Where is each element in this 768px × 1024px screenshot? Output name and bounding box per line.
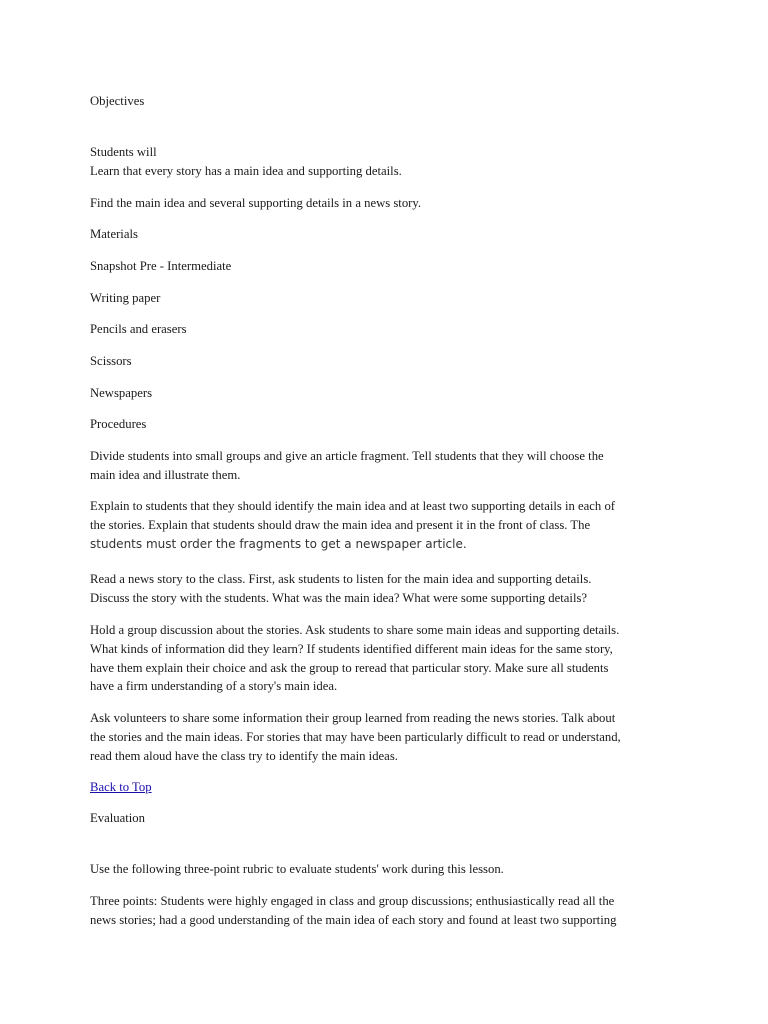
paragraph-line: Three points: Students were highly engaged in class and group discussions; enthusiastically read all the (90, 894, 615, 908)
paragraph-line: have them explain their choice and ask the group to reread that particular story. Make sure all students (90, 660, 609, 675)
objective-1: Learn that every story has a main idea and supporting details. (90, 164, 402, 178)
three-points-paragraph (90, 892, 680, 930)
paragraph-line: Divide students into small groups and give an article fragment. Tell students that they will choose the (90, 449, 604, 463)
paragraph-line: Read a news story to the class. First, ask students to listen for the main idea and supporting details. (90, 572, 592, 586)
paragraph-line: Discuss the story with the students. What was the main idea? What were some supporting details? (90, 590, 588, 605)
material-item: Writing paper (90, 291, 161, 305)
paragraph-line: the stories. Explain that students should draw the main idea and present it in the front of class. The (90, 517, 591, 532)
evaluation-heading: Evaluation (90, 811, 145, 825)
materials-heading: Materials (90, 227, 138, 241)
procedure-paragraph-5 (90, 709, 680, 765)
procedures-heading: Procedures (90, 417, 147, 431)
paragraph-line: students must order the fragments to get a newspaper article. (90, 536, 467, 551)
paragraph-line: have a firm understanding of a story's main idea. (90, 679, 338, 694)
material-item: Pencils and erasers (90, 322, 187, 336)
material-item: Newspapers (90, 386, 153, 400)
paragraph-line: read them aloud have the class try to identify the main ideas. (90, 748, 398, 763)
rubric-intro: Use the following three-point rubric to evaluate students' work during this lesson. (90, 862, 504, 876)
material-item: Scissors (90, 354, 132, 368)
objectives-heading: Objectives (90, 94, 145, 108)
paragraph-line: the stories and the main ideas. For stories that may have been particularly difficult to read or understand, (90, 729, 621, 744)
back-to-top-link[interactable]: Back to Top (90, 780, 152, 794)
procedure-paragraph-3 (90, 570, 680, 608)
paragraph-line: Hold a group discussion about the stories. Ask students to share some main ideas and supporting details. (90, 623, 620, 637)
back-to-top-container (90, 778, 680, 797)
paragraph-line: main idea and illustrate them. (90, 467, 241, 482)
paragraph-line: Explain to students that they should identify the main idea and at least two supporting details in each of (90, 499, 616, 513)
procedure-paragraph-2 (90, 497, 680, 553)
procedure-paragraph-4 (90, 621, 680, 696)
paragraph-line: news stories; had a good understanding of the main idea of each story and found at least two supporting (90, 912, 617, 927)
objective-2: Find the main idea and several supporting details in a news story. (90, 196, 422, 210)
students-will-text: Students will (90, 145, 157, 159)
material-item: Snapshot Pre - Intermediate (90, 259, 232, 273)
paragraph-line: What kinds of information did they learn? If students identified different main ideas for the same story, (90, 641, 613, 656)
paragraph-line: Ask volunteers to share some information their group learned from reading the news stories. Talk about (90, 711, 616, 725)
procedure-paragraph-1 (90, 447, 680, 485)
